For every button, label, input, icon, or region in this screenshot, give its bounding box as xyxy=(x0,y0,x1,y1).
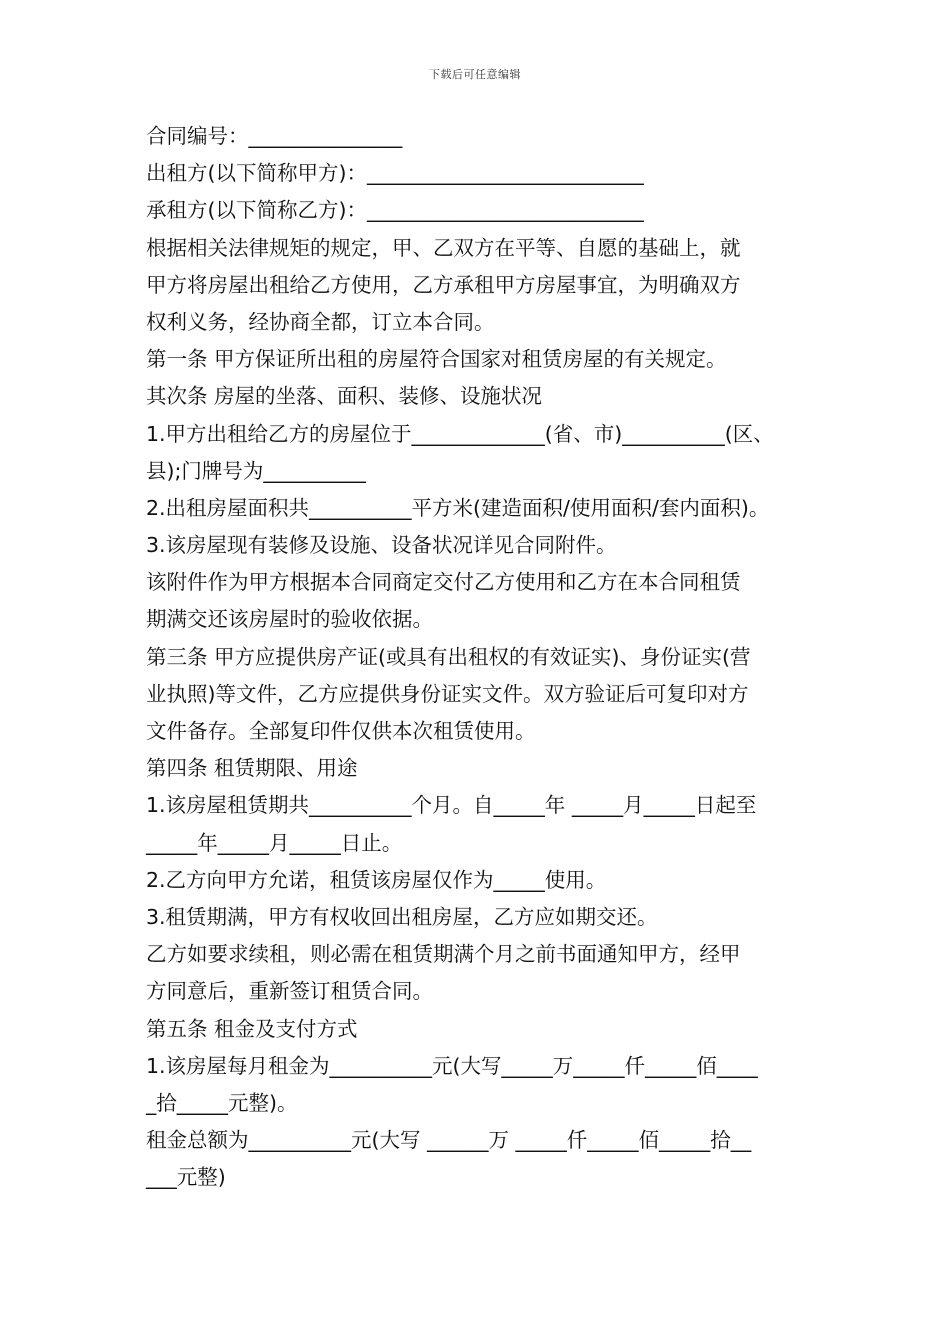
article-5-total-rent: 租金总额为__________元(大写 ______万 _____仟_____佰_____拾__ xyxy=(146,1128,752,1153)
article-5-heading: 第五条 租金及支付方式 xyxy=(146,1016,358,1041)
article-2-note: 该附件作为甲方根据本合同商定交付乙方使用和乙方在本合同租赁 xyxy=(146,570,741,595)
article-1-heading: 第一条 甲方保证所出租的房屋符合国家对租赁房屋的有关规定。 xyxy=(146,347,727,372)
article-4-renewal: 乙方如要求续租，则必需在租赁期满个月之前书面通知甲方，经甲 xyxy=(146,942,741,967)
article-2-clause-3: 3.该房屋现有装修及设施、设备状况详见合同附件。 xyxy=(146,533,617,558)
lessee-line: 承租方(以下简称乙方)：___________________________ xyxy=(146,198,644,223)
article-3-text: 文件备存。全部复印件仅供本次租赁使用。 xyxy=(146,719,536,743)
preamble-line: 权利义务，经协商全都，订立本合同。 xyxy=(146,309,495,334)
preamble-line: 根据相关法律规矩的规定，甲、乙双方在平等、自愿的基础上，就 xyxy=(146,235,741,260)
article-4-clause-2: 2.乙方向甲方允诺，租赁该房屋仅作为_____使用。 xyxy=(146,867,607,892)
article-5-total-rent-cont: ___元整) xyxy=(146,1165,226,1190)
article-4-heading: 第四条 租赁期限、用途 xyxy=(146,756,358,781)
article-2-heading: 其次条 房屋的坐落、面积、装修、设施状况 xyxy=(146,384,543,409)
article-2-clause-1: 1.甲方出租给乙方的房屋位于_____________(省、市)__________(区、 xyxy=(146,421,774,446)
contract-number-line: 合同编号：_______________ xyxy=(146,124,403,148)
article-5-clause-1-cont: _拾_____元整)。 xyxy=(146,1090,298,1115)
contract-body xyxy=(146,118,818,1196)
article-4-renewal-cont: 方同意后，重新签订租赁合同。 xyxy=(146,979,433,1004)
lessor-line: 出租方(以下简称甲方)：___________________________ xyxy=(146,161,644,186)
article-4-clause-3: 3.租赁期满，甲方有权收回出租房屋，乙方应如期交还。 xyxy=(146,904,658,929)
article-4-clause-1: 1.该房屋租赁期共__________个月。自_____年 _____月_____日起至 xyxy=(146,793,757,818)
article-4-clause-1-cont: _____年_____月_____日止。 xyxy=(146,830,403,855)
page-header-note: 下载后可任意编辑 xyxy=(429,68,521,81)
article-2-clause-1-cont: 县);门牌号为__________ xyxy=(146,458,366,483)
article-2-note-cont: 期满交还该房屋时的验收依据。 xyxy=(146,607,433,632)
preamble-line: 甲方将房屋出租给乙方使用，乙方承租甲方房屋事宜，为明确双方 xyxy=(146,272,741,297)
article-3-text: 业执照)等文件，乙方应提供身份证实文件。双方验证后可复印对方 xyxy=(146,681,749,706)
article-5-clause-1: 1.该房屋每月租金为__________元(大写_____万_____仟_____佰____ xyxy=(146,1053,758,1078)
article-2-clause-2: 2.出租房屋面积共__________平方米(建造面积/使用面积/套内面积)。 xyxy=(146,495,770,520)
article-3-text: 第三条 甲方应提供房产证(或具有出租权的有效证实)、身份证实(营 xyxy=(146,644,751,669)
